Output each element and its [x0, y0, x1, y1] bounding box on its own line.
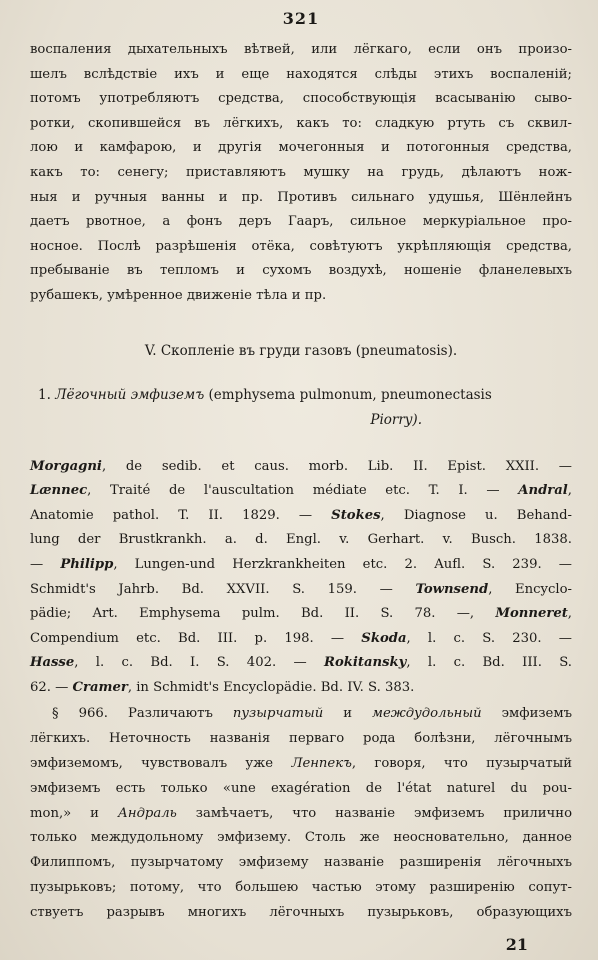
body966-line [30, 777, 572, 802]
text-segment: , l. c. Bd. I. S. 402. — [74, 655, 324, 671]
text-segment: , Encyclo- [488, 581, 572, 597]
author-name: Cramer [72, 679, 128, 695]
author-name: Skoda [361, 630, 407, 646]
italic-term: Ленnекъ [291, 756, 352, 772]
subsection-heading-line-2: Piorry). [370, 411, 422, 428]
text-segment: эмфиземомъ, чувствовалъ уже [30, 756, 292, 772]
subsection-heading [30, 383, 572, 433]
text-segment: , de sedib. et caus. morb. Lib. II. Epist. XXII. — [101, 458, 572, 474]
paragraph-966 [30, 702, 572, 925]
text-segment: lung der Brustkrankh. a. d. Engl. v. Gerhart. v. Busch. 1838. [30, 532, 572, 548]
author-name: Philipp [60, 556, 114, 572]
text-segment: pädie; Art. Emphysema pulm. Bd. II. S. 78. —, [30, 606, 496, 622]
refs-line [30, 455, 572, 480]
body966-line [30, 702, 572, 727]
signature-mark: 21 [505, 935, 528, 954]
text-segment: пузырьковъ; потому, что большею частью этому разширенію сопут- [30, 880, 572, 896]
subsection-heading-line-1 [30, 383, 572, 408]
text-segment: эмфиземъ [481, 706, 572, 722]
text-segment: Schmidt's Jahrb. Bd. XXVII. S. 159. — [30, 581, 416, 597]
text-segment: замѣчаетъ, что названіе эмфиземъ прилично [176, 805, 573, 821]
text-line: рубашекъ, умѣренное движеніе тѣла и пр. [30, 287, 327, 303]
text-segment: mon,» и [30, 805, 118, 821]
refs-line [30, 578, 572, 603]
subsection-number: 1. [38, 386, 51, 403]
author-name: Monneret [495, 606, 568, 622]
text-line: носное. Послѣ разрѣшенія отёка, совѣтуютъ укрѣпляющія средства, [30, 238, 572, 254]
author-name: Hasse [30, 655, 75, 671]
text-segment: , in Schmidt's Encyclopädie. Bd. IV. S. 383. [127, 679, 415, 695]
author-name: Rokitansky [323, 655, 407, 671]
text-segment: , Diagnose u. Behand- [380, 507, 573, 523]
text-segment: , l. c. Bd. III. S. [406, 655, 572, 671]
section-heading: V. Скопленіе въ груди газовъ (pneumatosis). [144, 342, 458, 359]
paragraph-continuation [30, 38, 572, 309]
italic-term: Андраль [117, 805, 177, 821]
refs-line [30, 651, 572, 676]
body966-line [30, 727, 572, 752]
text-segment: Anatomie pathol. T. II. 1829. — [30, 507, 332, 523]
references-block [30, 455, 572, 701]
text-line: пребываніе въ тепломъ и сухомъ воздухѣ, ношеніе фланелевыхъ [30, 263, 572, 279]
author-name: Andral [518, 483, 568, 499]
refs-line [30, 627, 572, 652]
text-segment: , [567, 483, 572, 499]
body966-line [30, 752, 572, 777]
text-segment: — [30, 556, 61, 572]
page-number: 321 [282, 9, 320, 28]
text-segment: Филиппомъ, пузырчатому эмфизему названіе разширенія лёгочныхъ [30, 855, 572, 871]
body966-line [30, 876, 572, 901]
text-line: ротки, скопившейся въ лёгкихъ, какъ то: сладкую ртуть съ сквил- [30, 115, 572, 131]
text-line: какъ то: сенегу; приставляютъ мушку на грудь, дѣлаютъ нож- [30, 164, 572, 180]
body966-line [30, 901, 572, 926]
author-name: Lænnec [30, 483, 88, 499]
text-segment: ствуетъ разрывъ многихъ лёгочныхъ пузырьковъ, образующихъ [30, 904, 572, 920]
text-line: шелъ вслѣдствіе ихъ и еще находятся слѣды этихъ воспаленій; [30, 66, 572, 82]
text-line: ныя и ручныя ванны и пр. Противъ сильнаго удушья, Шёнлейнъ [30, 189, 572, 205]
refs-line [30, 602, 572, 627]
text-segment: и [323, 706, 373, 722]
italic-term: пузырчатый [232, 706, 324, 722]
author-name: Stokes [331, 507, 381, 523]
subsection-title: Лёгочный эмфиземъ [55, 386, 205, 403]
author-name: Townsend [415, 581, 489, 597]
text-segment: 62. — [30, 679, 73, 695]
text-segment: Compendium etc. Bd. III. p. 198. — [30, 630, 362, 646]
body966-line [30, 851, 572, 876]
text-segment: , l. c. S. 230. — [406, 630, 572, 646]
body966-line [30, 802, 572, 827]
italic-term: междудольный [372, 706, 482, 722]
body966-line [30, 826, 572, 851]
text-line: даетъ рвотное, а фонъ деръ Гааръ, сильное меркуріальное про- [30, 214, 572, 230]
text-segment: § 966. Различаютъ [52, 706, 233, 722]
refs-line [30, 528, 572, 553]
refs-line [30, 553, 572, 578]
author-name: Morgagni [30, 458, 102, 474]
subsection-latin: (emphysema pulmonum, pneumonectasis [208, 386, 492, 403]
text-segment: , говоря, что пузырчатый [351, 756, 573, 772]
text-line: лою и камфарою, и другія мочегонныя и потогонныя средства, [30, 140, 572, 156]
text-segment: только междудольному эмфизему. Столь же неосновательно, данное [30, 830, 572, 846]
refs-line [30, 479, 572, 504]
text-segment: эмфиземъ есть только «une exagération de l'état naturel du pou- [30, 780, 572, 796]
text-segment: лёгкихъ. Неточность названія перваго рода болѣзни, лёгочнымъ [30, 731, 572, 747]
text-segment: , Traité de l'auscultation médiate etc. T. I. — [87, 483, 519, 499]
text-line: потомъ употребляютъ средства, способствующія всасыванію сыво- [30, 91, 572, 107]
refs-line [30, 504, 572, 529]
text-segment: , Lungen-und Herzkrankheiten etc. 2. Aufl. S. 239. — [113, 556, 572, 572]
refs-line [30, 676, 572, 701]
text-line: воспаления дыхательныхъ вѣтвей, или лёгкаго, если онъ произо- [30, 42, 572, 57]
text-segment: , [567, 606, 572, 622]
